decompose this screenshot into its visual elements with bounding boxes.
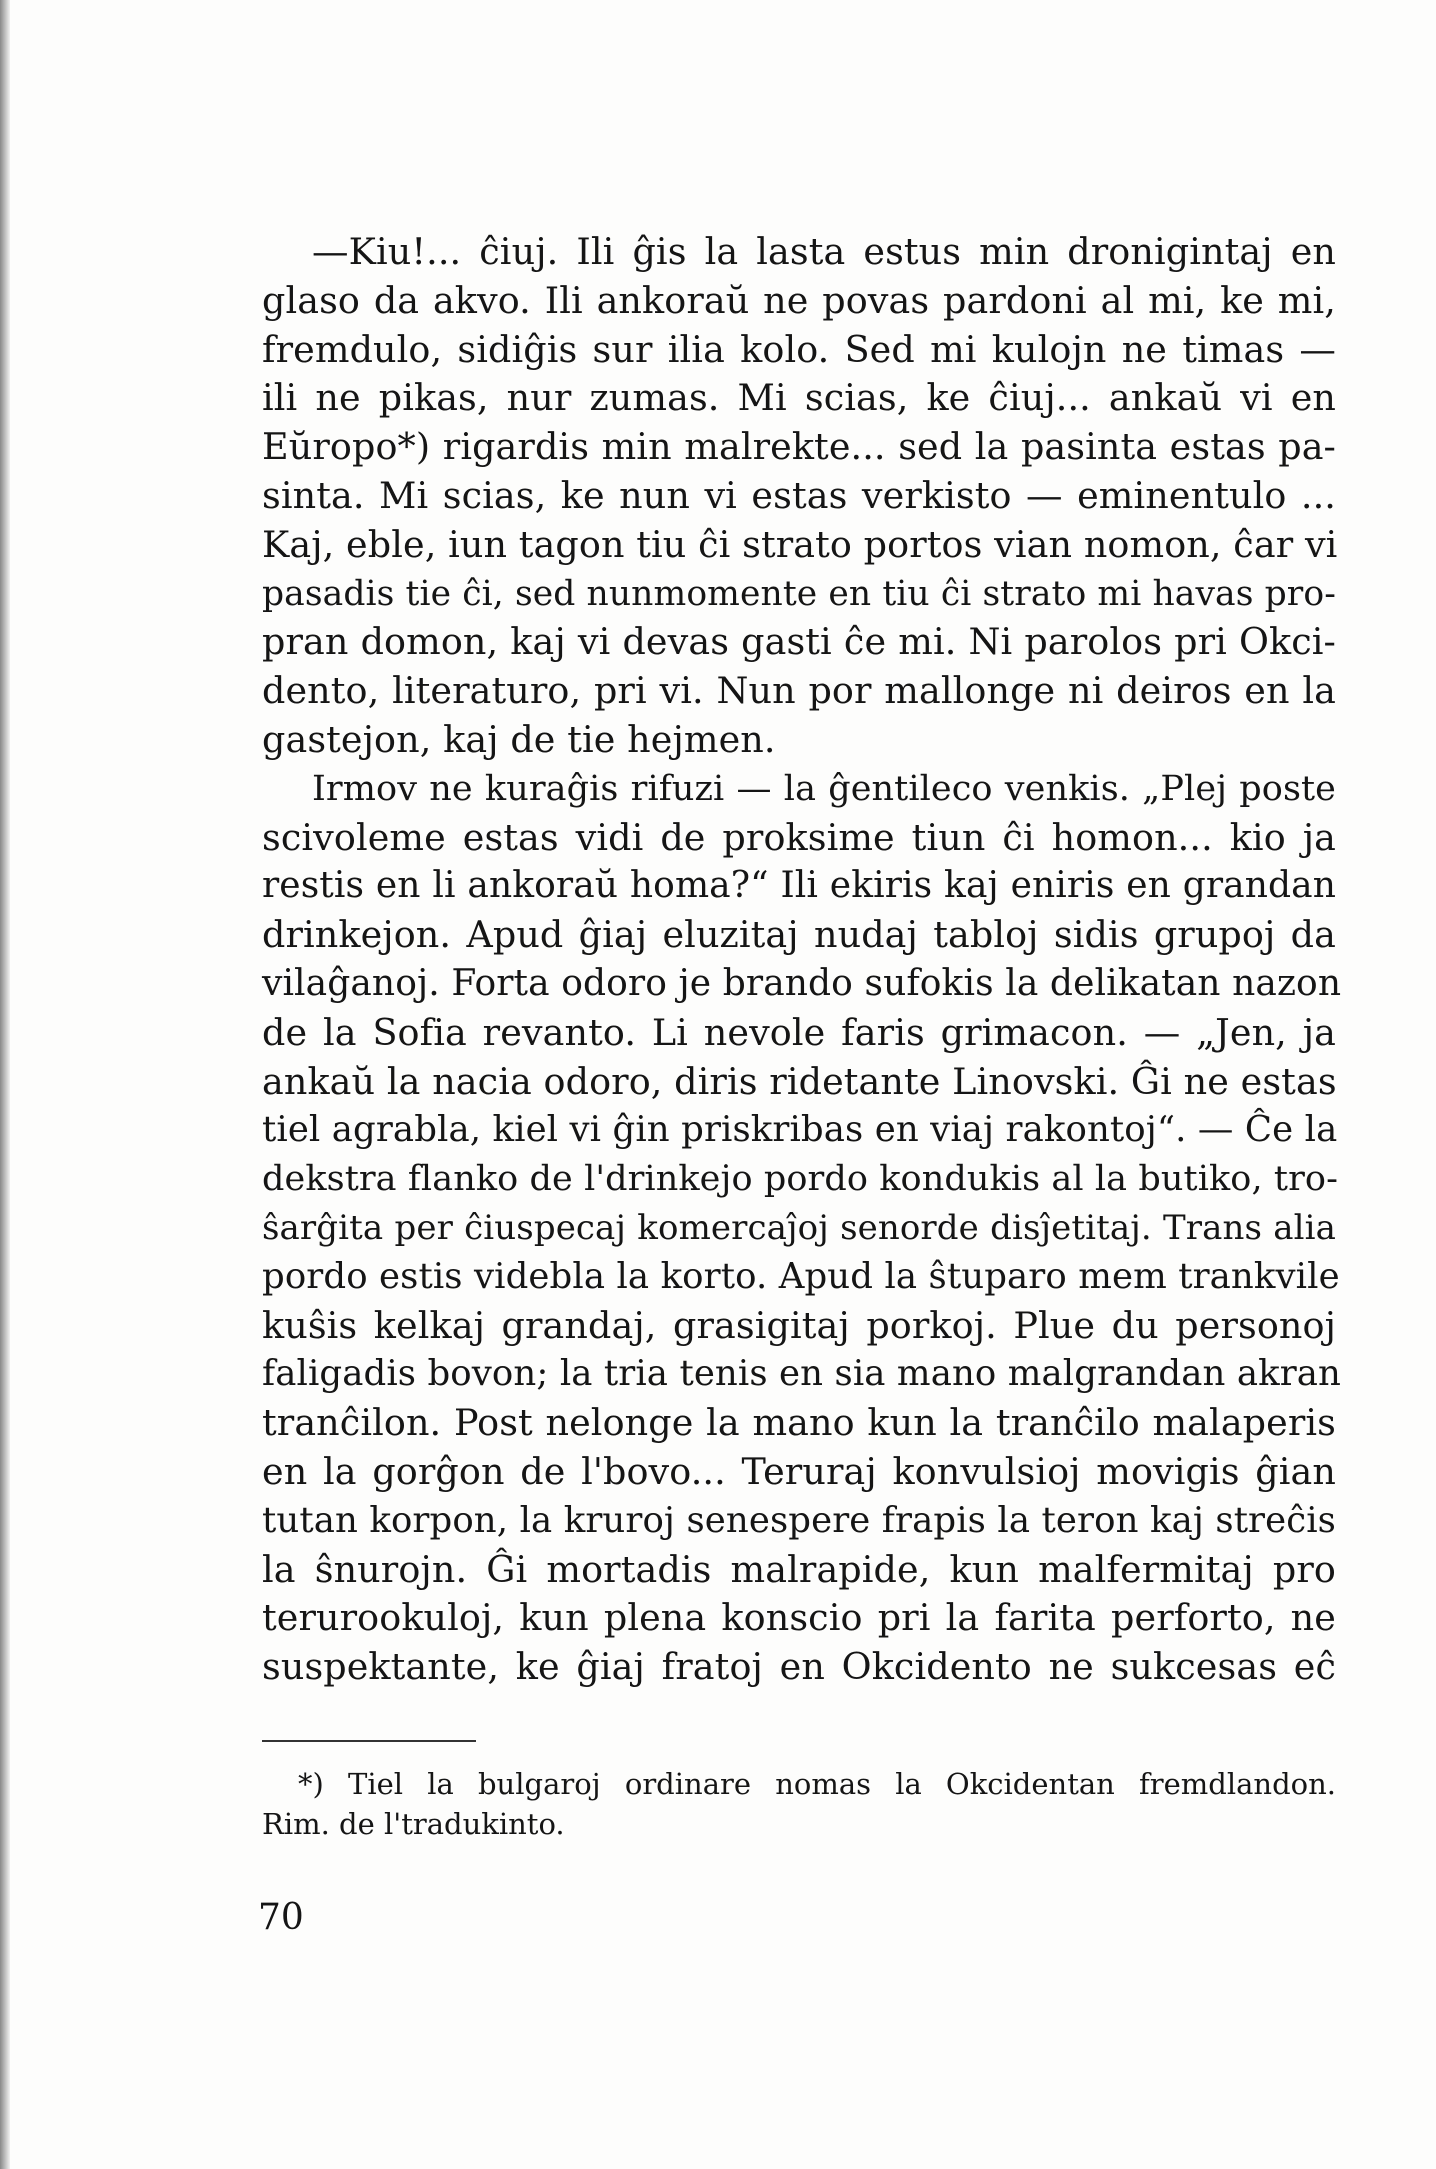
text-line: pasadis tie ĉi, sed nunmomente en tiu ĉi strato mi havas pro- xyxy=(262,573,1336,614)
footnote xyxy=(262,1764,1336,1844)
text-line: gastejon, kaj de tie hejmen. xyxy=(262,717,776,761)
text-line: suspektante, ke ĝiaj fratoj en Okcidento ne sukcesas eĉ xyxy=(262,1645,1336,1689)
text-line: scivoleme estas vidi de proksime tiun ĉi homon... kio ja xyxy=(262,815,1336,859)
text-line: pran domon, kaj vi devas gasti ĉe mi. Ni parolos pri Okci- xyxy=(262,620,1336,664)
text-line: ankaŭ la nacia odoro, diris ridetante Linovski. Ĝi ne estas xyxy=(262,1059,1337,1103)
text-line: fremdulo, sidiĝis sur ilia kolo. Sed mi kulojn ne timas — xyxy=(262,327,1336,371)
binding-edge xyxy=(0,0,10,2169)
text-line: terurookuloj, kun plena konscio pri la farita perforto, ne xyxy=(262,1596,1336,1640)
text-line: faligadis bovon; la tria tenis en sia mano malgrandan akran xyxy=(262,1353,1341,1395)
footnote-line: *) Tiel la bulgaroj ordinare nomas la Okcidentan fremdlandon. xyxy=(298,1767,1336,1801)
text-line: drinkejon. Apud ĝiaj eluzitaj nudaj tabloj sidis grupoj da xyxy=(262,913,1336,957)
text-line: sinta. Mi scias, ke nun vi estas verkisto — eminentulo ... xyxy=(262,473,1336,517)
footnote-line: Rim. de l'tradukinto. xyxy=(262,1807,565,1841)
text-line: glaso da akvo. Ili ankoraŭ ne povas pardoni al mi, ke mi, xyxy=(262,278,1336,322)
text-line: de la Sofia revanto. Li nevole faris grimacon. — „Jen, ja xyxy=(262,1010,1336,1054)
text-line: tranĉilon. Post nelonge la mano kun la tranĉilo malaperis xyxy=(262,1401,1336,1445)
body-text xyxy=(262,228,1342,1692)
text-line: la ŝnurojn. Ĝi mortadis malrapide, kun malfermitaj pro xyxy=(262,1547,1336,1591)
footnote-divider xyxy=(262,1740,476,1742)
text-line: tiel agrabla, kiel vi ĝin priskribas en viaj rakontoj“. — Ĉe la xyxy=(262,1109,1338,1151)
text-line: dekstra flanko de l'drinkejo pordo kondukis al la butiko, tro- xyxy=(262,1159,1339,1200)
text-line: tutan korpon, la kruroj senespere frapis la teron kaj streĉis xyxy=(262,1499,1336,1541)
text-line: dento, literaturo, pri vi. Nun por mallonge ni deiros en la xyxy=(262,669,1336,713)
text-line: —Kiu!... ĉiuj. Ili ĝis la lasta estus min dronigintaj en xyxy=(312,230,1336,273)
text-line: Kaj, eble, iun tagon tiu ĉi strato portos vian nomon, ĉar vi xyxy=(262,522,1338,566)
text-line: kuŝis kelkaj grandaj, grasigitaj porkoj. Plue du personoj xyxy=(262,1303,1336,1347)
page-number: 70 xyxy=(258,1897,304,1938)
text-line: pordo estis videbla la korto. Apud la ŝtuparo mem trankvile xyxy=(262,1255,1340,1297)
text-line: Irmov ne kuraĝis rifuzi — la ĝentileco venkis. „Plej poste xyxy=(312,768,1336,809)
text-line: en la gorĝon de l'bovo... Teruraj konvulsioj movigis ĝian xyxy=(262,1449,1336,1493)
text-line: ŝarĝita per ĉiuspecaj komercaĵoj senorde disĵetitaj. Trans alia xyxy=(262,1207,1336,1248)
text-line: vilaĝanoj. Forta odoro je brando sufokis la delikatan nazon xyxy=(262,962,1342,1004)
text-line: Eŭropo*) rigardis min malrekte... sed la pasinta estas pa- xyxy=(262,425,1336,469)
text-line: ili ne pikas, nur zumas. Mi scias, ke ĉiuj... ankaŭ vi en xyxy=(262,376,1336,420)
text-line: restis en li ankoraŭ homa?“ Ili ekiris kaj eniris en grandan xyxy=(262,865,1336,907)
